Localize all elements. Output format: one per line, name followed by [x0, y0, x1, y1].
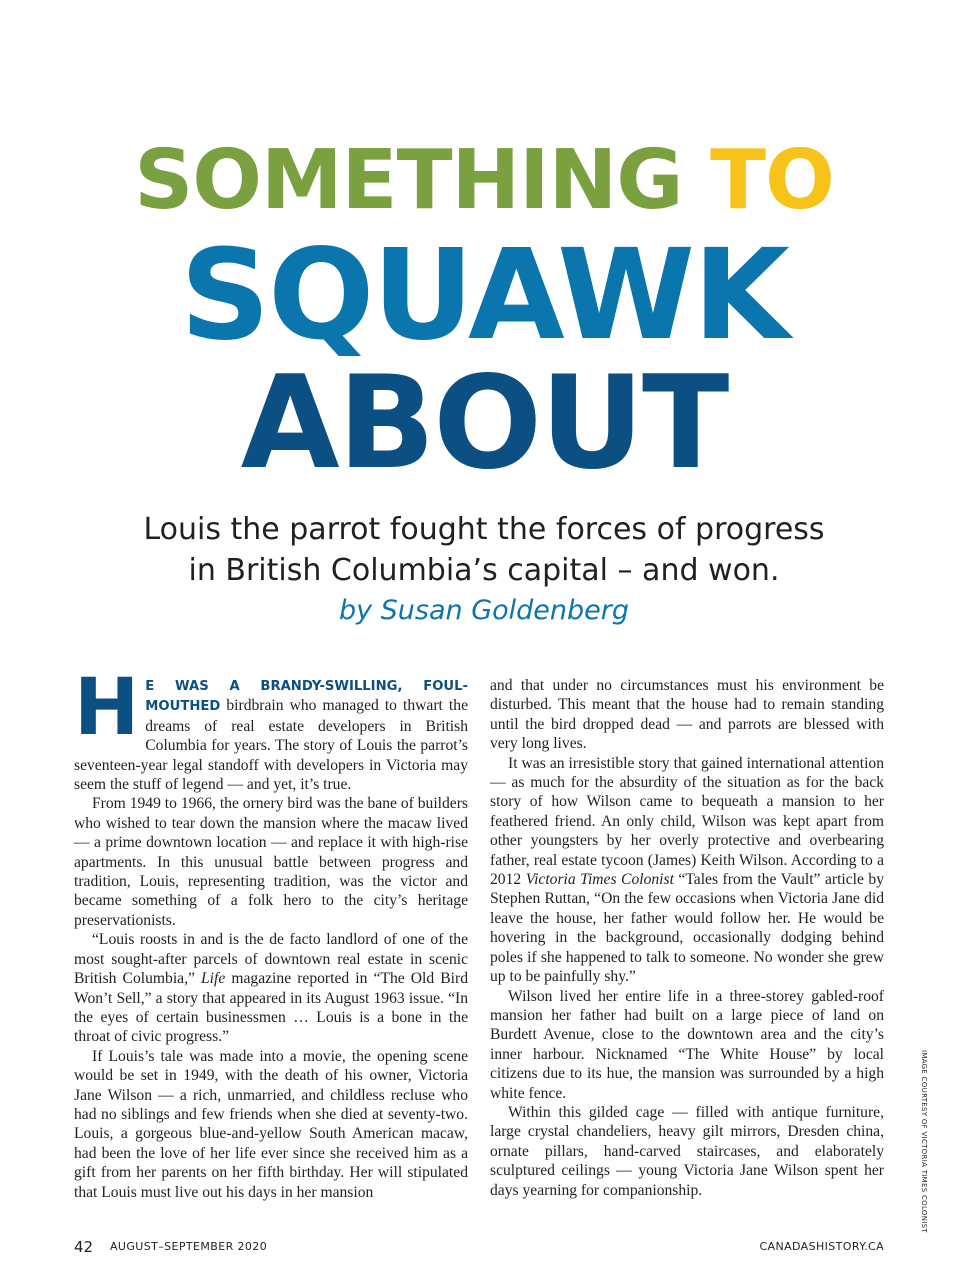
- paragraph-1: [74, 663, 468, 794]
- body-column-right: [490, 676, 884, 1200]
- paragraph-3-text-b: magazine reported in “The Old Bird Won’t Sell,” a story that appeared in its August 1963 issue. “In the eyes of certain businessmen … Louis is a bone in the throat of civic progress.”: [74, 970, 468, 1046]
- article-deck: [0, 509, 968, 591]
- body-column-left: [74, 663, 468, 1202]
- paragraph-6-text-a: It was an irresistible story that gained international attention — as much for the absurdity of the situation as for the back story of how Wilson came to bequeath a mansion to her feathered friend. An only child, Wilson was kept apart from other youngsters by her overly protective and overbearing father, real estate tycoon (James) Keith Wilson. According to a 2012: [490, 754, 884, 889]
- paragraph-1-text: birdbrain who managed to thwart the dreams of real estate developers in British Columbia for years. The story of Louis the parrot’s seventeen-year legal standoff with developers in Victoria may seem the stuff of legend — and yet, it’s true.: [74, 697, 468, 794]
- paragraph-4: If Louis’s tale was made into a movie, the opening scene would be set in 1949, with the death of his owner, Victoria Jane Wilson — a rich, unmarried, and childless recluse who had no siblings and few friends when she died at seventy-two. Louis, a gorgeous blue-and-yellow South American macaw, had been the love of her life ever since she received him as a gift from her parents on her fifth birthday. Her will stipulated that Louis must live out his days in her mansion: [74, 1047, 468, 1201]
- byline: by Susan Goldenberg: [338, 595, 630, 626]
- paragraph-2: From 1949 to 1966, the ornery bird was the bane of builders who wished to tear down the mansion where the macaw lived — a prime downtown location — and replace it with high-rise apartments. In this unusual battle between progress and tradition, Louis, representing tradition, was the victor and became something of a folk hero to the city’s heritage preservationists.: [74, 795, 468, 929]
- page-number: 42: [74, 1238, 94, 1256]
- magazine-title: Life: [201, 970, 226, 988]
- paragraph-3-text-a: “Louis roosts in and is the de facto landlord of one of the most sought-after parcels of downtown real estate in scenic British Columbia,”: [74, 931, 468, 988]
- image-credit: IMAGE COURTESY OF VICTORIA TIMES COLONIST: [920, 1050, 928, 1233]
- paragraph-6: [490, 754, 884, 987]
- headline-word-to: TO: [710, 133, 834, 228]
- deck-line-1: Louis the parrot fought the forces of progress: [143, 512, 825, 547]
- headline-line-3: ABOUT: [240, 349, 728, 498]
- paragraph-5: and that under no circumstances must his environment be disturbed. This meant that the house had to remain standing until the bird dropped dead — and parrots are blessed with very long lives.: [490, 677, 884, 753]
- paragraph-8: Within this gilded cage — filled with antique furniture, large crystal chandeliers, heavy gilt mirrors, Dresden china, ornate pillars, hand-carved staircases, and elaborately sculptured ceilings — young Victoria Jane Wilson spent her days yearning for companionship.: [490, 1103, 884, 1199]
- website: CANADASHISTORY.CA: [759, 1240, 884, 1253]
- headline-line-2: SQUAWK: [180, 223, 788, 368]
- paragraph-6-text-b: “Tales from the Vault” article by Stephen Ruttan, “On the few occasions when Victoria Jane did leave the house, her father would follow her. He would be hovering in the background, occasionally dodging behind poles if she happened to talk to someone. No wonder she grew up to be painfully shy.”: [490, 871, 885, 986]
- paragraph-7: Wilson lived her entire life in a three-storey gabled-roof mansion her father had built on a large piece of land on Burdett Avenue, close to the downtown area and the city’s inner harbour. Nicknamed “The White House” by local citizens due to its hue, the mansion was surrounded by a high white fence.: [490, 987, 884, 1102]
- newspaper-title: Victoria Times Colonist: [525, 871, 674, 889]
- drop-cap: H: [74, 663, 140, 753]
- paragraph-3: [74, 930, 468, 1046]
- headline-word-something: SOMETHING: [134, 133, 683, 228]
- deck-line-2: in British Columbia’s capital – and won.: [188, 553, 780, 588]
- issue-date: AUGUST–SEPTEMBER 2020: [110, 1240, 268, 1253]
- lead-in: E WAS A BRANDY-SWILLING, FOUL-MOUTHED: [145, 679, 468, 715]
- headline-line-1: [0, 133, 968, 228]
